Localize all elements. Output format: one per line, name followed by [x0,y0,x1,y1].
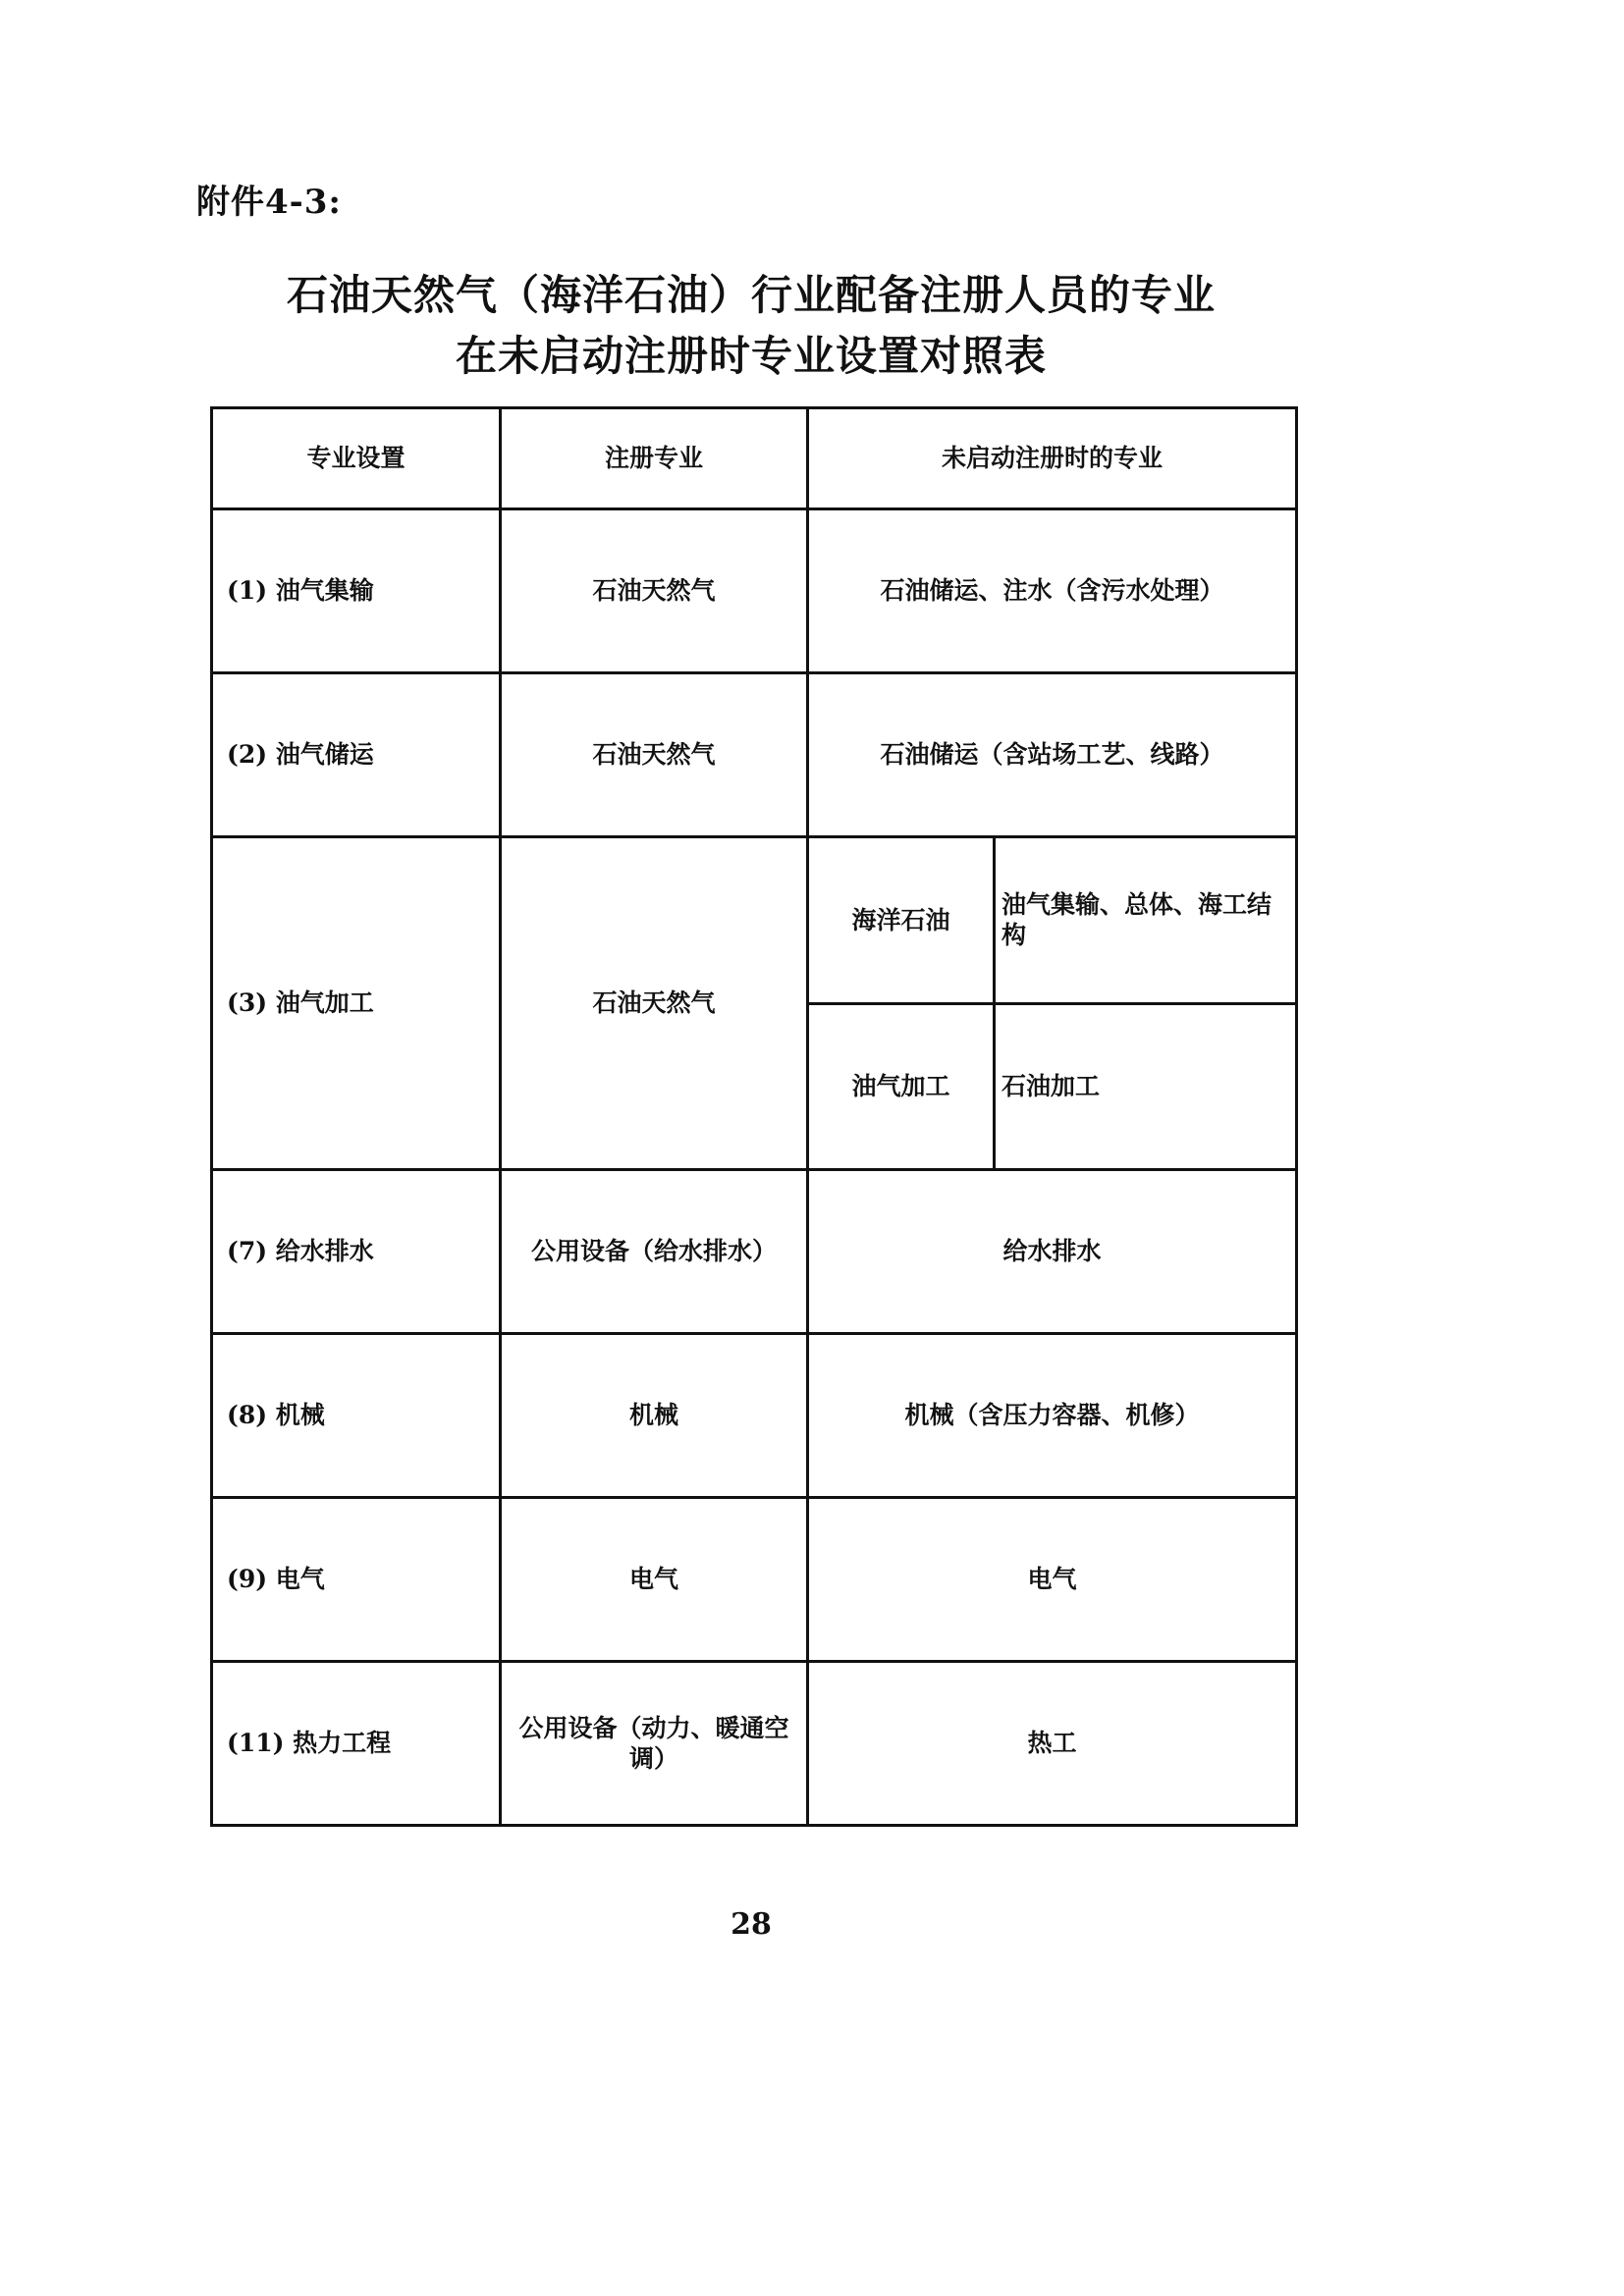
row-specialty: (9) 电气 [212,1498,501,1662]
table-row [212,1170,1297,1334]
row-registered: 石油天然气 [501,509,808,673]
page-number: 28 [731,1907,772,1942]
row-registered: 石油天然气 [501,673,808,837]
header-registered: 注册专业 [501,408,808,509]
table-row [212,673,1297,837]
header-pre-registration: 未启动注册时的专业 [808,408,1297,509]
table-row [212,509,1297,673]
sub-category: 油气加工 [808,1003,995,1170]
document-title-line-1: 石油天然气（海洋石油）行业配备注册人员的专业 [286,271,1216,319]
table-row [212,837,1297,1004]
sub-detail: 石油加工 [995,1003,1297,1170]
row-pre-registration: 石油储运、注水（含污水处理） [808,509,1297,673]
row-pre-registration: 给水排水 [808,1170,1297,1334]
row-registered: 石油天然气 [501,837,808,1170]
row-specialty: (2) 油气储运 [212,673,501,837]
row-pre-registration: 石油储运（含站场工艺、线路） [808,673,1297,837]
row-pre-registration: 电气 [808,1498,1297,1662]
table-row [212,1498,1297,1662]
row-specialty: (8) 机械 [212,1334,501,1498]
table-header-row [212,408,1297,509]
row-registered: 公用设备（动力、暖通空调） [501,1662,808,1826]
specialty-mapping-table [210,406,1298,1827]
row-registered: 电气 [501,1498,808,1662]
row-specialty: (3) 油气加工 [212,837,501,1170]
row-registered: 公用设备（给水排水） [501,1170,808,1334]
sub-detail: 油气集输、总体、海工结构 [995,837,1297,1004]
attachment-label: 附件4-3: [196,183,342,222]
table-row [212,1662,1297,1826]
row-pre-registration: 机械（含压力容器、机修） [808,1334,1297,1498]
table-row [212,1334,1297,1498]
document-title-line-2: 在未启动注册时专业设置对照表 [455,332,1047,380]
row-registered: 机械 [501,1334,808,1498]
header-specialty: 专业设置 [212,408,501,509]
row-specialty: (1) 油气集输 [212,509,501,673]
row-specialty: (11) 热力工程 [212,1662,501,1826]
sub-category: 海洋石油 [808,837,995,1004]
row-specialty: (7) 给水排水 [212,1170,501,1334]
row-pre-registration: 热工 [808,1662,1297,1826]
